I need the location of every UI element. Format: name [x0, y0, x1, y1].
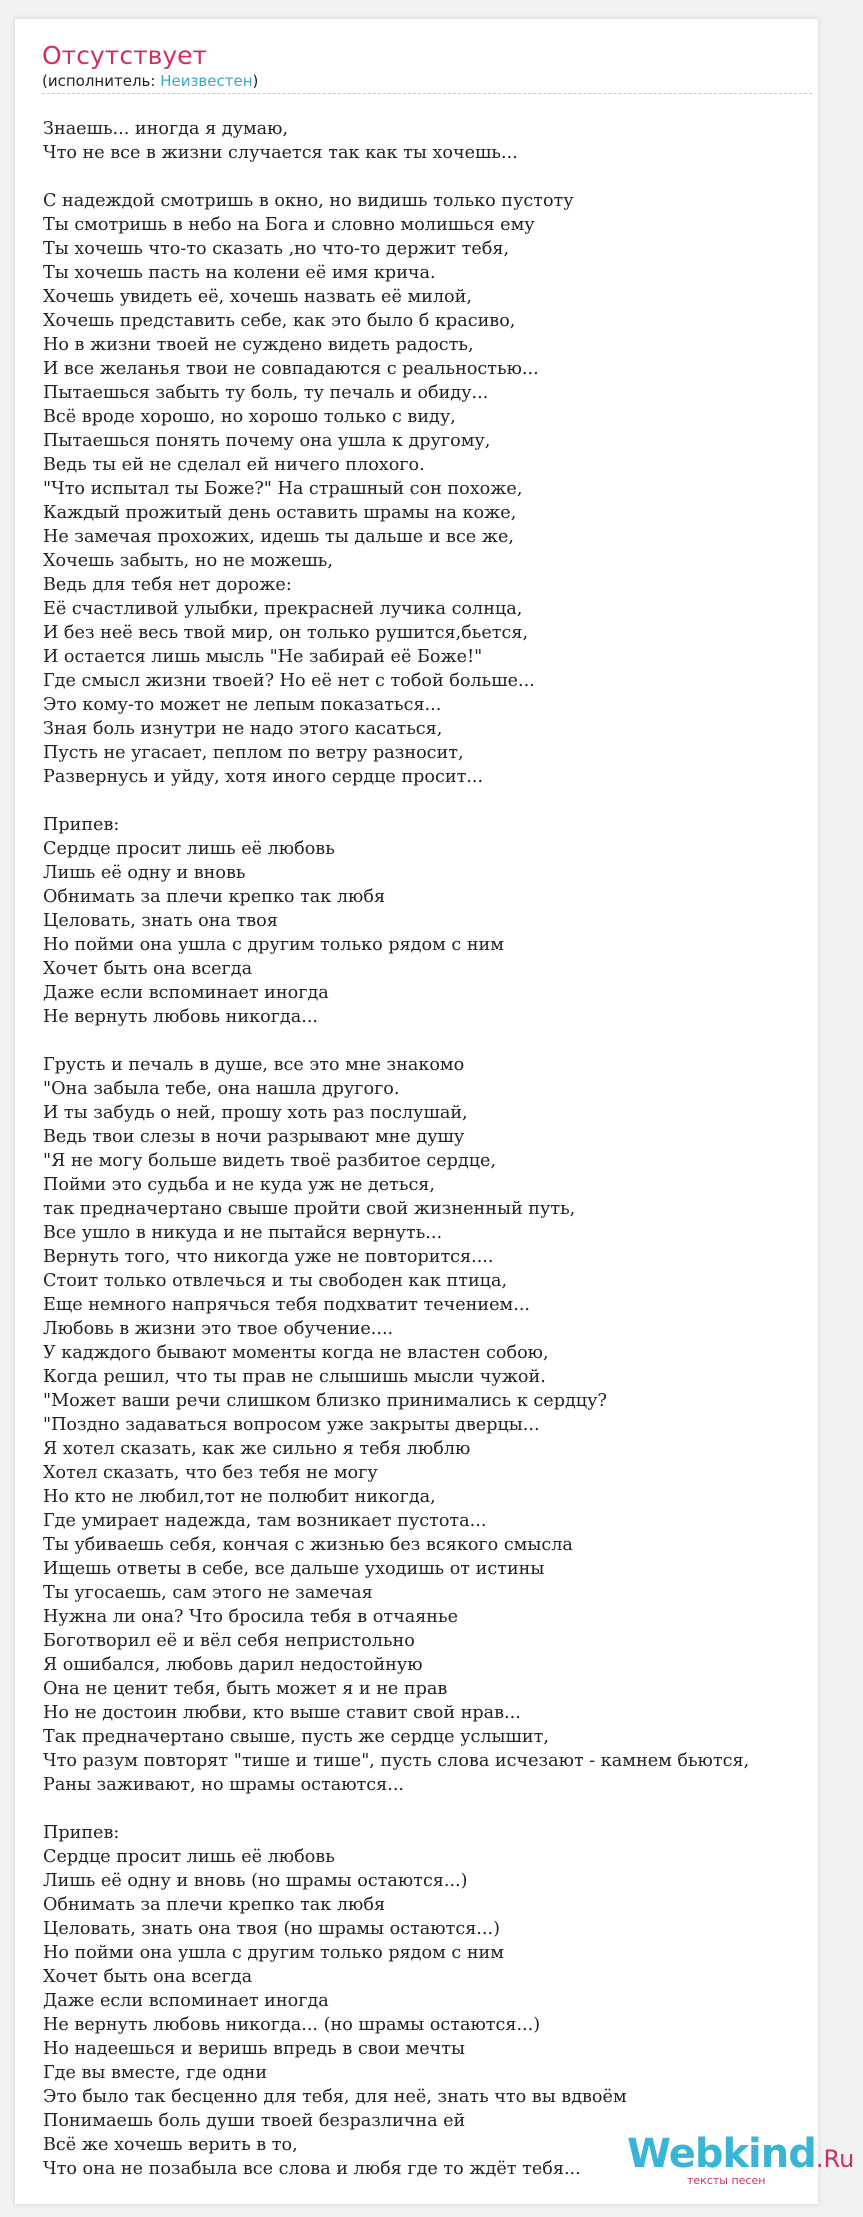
lyric-line: Еще немного напрячься тебя подхватит течением...	[43, 1295, 531, 1315]
lyric-line: Обнимать за плечи крепко так любя	[43, 887, 386, 907]
lyric-line: "Я не могу больше видеть твоё разбитое сердце,	[43, 1151, 497, 1171]
lyric-line: Каждый прожитый день оставить шрамы на коже,	[43, 503, 517, 523]
logo-tld: .Ru	[815, 2145, 855, 2173]
lyric-blank-line	[43, 1797, 863, 1821]
lyric-line: Хочет быть она всегда	[43, 1967, 253, 1987]
lyric-line: Пытаешься забыть ту боль, ту печаль и обиду...	[43, 383, 489, 403]
lyric-line: Сердце просит лишь её любовь	[43, 1847, 335, 1867]
lyric-line: Хочешь увидеть её, хочешь назвать её милой,	[43, 287, 472, 307]
lyric-line: Но не достоин любви, кто выше ставит свой нрав...	[43, 1703, 521, 1723]
lyric-line: Припев:	[43, 1823, 120, 1843]
lyric-line: Понимаешь боль души твоей безразлична ей	[43, 2111, 466, 2131]
lyrics-page	[14, 18, 819, 2205]
lyrics-text	[43, 117, 863, 2181]
lyric-blank-line	[43, 1029, 863, 1053]
lyric-line: Хотел сказать, что без тебя не могу	[43, 1463, 378, 1483]
lyric-blank-line	[43, 789, 863, 813]
lyric-line: Пойми это судьба и не куда уж не деться,	[43, 1175, 436, 1195]
lyric-line: Всё вроде хорошо, но хорошо только с виду,	[43, 407, 456, 427]
lyric-line: И ты забудь о ней, прошу хоть раз послушай,	[43, 1103, 468, 1123]
lyric-line: Даже если вспоминает иногда	[43, 983, 329, 1003]
lyric-line: Даже если вспоминает иногда	[43, 1991, 329, 2011]
logo-name: Webkind	[627, 2131, 816, 2177]
lyric-line: Любовь в жизни это твое обучение....	[43, 1319, 394, 1339]
lyric-line: Где умирает надежда, там возникает пустота...	[43, 1511, 487, 1531]
performer-suffix: )	[252, 72, 259, 90]
lyric-blank-line	[43, 165, 863, 189]
lyric-line: Ведь ты ей не сделал ей ничего плохого.	[43, 455, 425, 475]
lyric-line: Обнимать за плечи крепко так любя	[43, 1895, 386, 1915]
lyric-line: Так предначертано свыше, пусть же сердце услышит,	[43, 1727, 549, 1747]
lyric-line: Боготворил её и вёл себя непристольно	[43, 1631, 415, 1651]
lyric-line: Стоит только отвлечься и ты свободен как птица,	[43, 1271, 508, 1291]
lyric-line: И все желанья твои не совпадаются с реальностью...	[43, 359, 539, 379]
song-title: Отсутствует	[42, 41, 208, 70]
lyric-line: Но в жизни твоей не суждено видеть радость,	[43, 335, 474, 355]
lyric-line: "Поздно задаваться вопросом уже закрыты дверцы...	[43, 1415, 540, 1435]
lyric-line: Я ошибался, любовь дарил недостойную	[43, 1655, 423, 1675]
lyric-line: Хочет быть она всегда	[43, 959, 253, 979]
logo-tagline: тексты песен	[687, 2174, 766, 2187]
lyric-line: Ты хочешь пасть на колени её имя крича.	[43, 263, 436, 283]
lyric-line: Её счастливой улыбки, прекрасней лучика солнца,	[43, 599, 523, 619]
lyric-line: Ищешь ответы в себе, все дальше уходишь от истины	[43, 1559, 545, 1579]
lyric-line: Ты хочешь что-то сказать ,но что-то держит тебя,	[43, 239, 510, 259]
lyric-line: Где вы вместе, где одни	[43, 2063, 268, 2083]
lyric-line: "Может ваши речи слишком близко принимались к сердцу?	[43, 1391, 607, 1411]
lyric-line: Но пойми она ушла с другим только рядом с ним	[43, 935, 504, 955]
lyric-line: С надеждой смотришь в окно, но видишь только пустоту	[43, 191, 574, 211]
lyric-line: Целовать, знать она твоя	[43, 911, 278, 931]
lyric-line: Не вернуть любовь никогда...	[43, 1007, 319, 1027]
lyric-line: Но пойми она ушла с другим только рядом с ним	[43, 1943, 504, 1963]
lyric-line: Сердце просит лишь её любовь	[43, 839, 335, 859]
lyric-line: Это было так бесценно для тебя, для неё, знать что вы вдвоём	[43, 2087, 627, 2107]
lyric-line: Ты убиваешь себя, кончая с жизнью без всякого смысла	[43, 1535, 573, 1555]
lyric-line: У кадждого бывают моменты когда не властен собою,	[43, 1343, 549, 1363]
lyric-line: И без неё весь твой мир, он только рушится,бьется,	[43, 623, 529, 643]
lyric-line: Когда решил, что ты прав не слышишь мысли чужой.	[43, 1367, 546, 1387]
lyric-line: Что она не позабыла все слова и любя где то ждёт тебя...	[43, 2159, 581, 2179]
lyric-line: Но кто не любил,тот не полюбит никогда,	[43, 1487, 436, 1507]
site-logo[interactable]	[615, 2131, 855, 2191]
lyric-line: Что разум повторят "тише и тише", пусть слова исчезают - камнем бьются,	[43, 1751, 750, 1771]
lyric-line: Ты смотришь в небо на Бога и словно молишься ему	[43, 215, 535, 235]
performer-line	[42, 71, 812, 94]
lyric-line: Хочешь забыть, но не можешь,	[43, 551, 333, 571]
lyric-line: Вернуть того, что никогда уже не повторится....	[43, 1247, 494, 1267]
lyric-line: Грусть и печаль в душе, все это мне знакомо	[43, 1055, 465, 1075]
lyric-line: Что не все в жизни случается так как ты хочешь...	[43, 143, 518, 163]
lyric-line: Но надеешься и веришь впредь в свои мечты	[43, 2039, 465, 2059]
lyric-line: Лишь её одну и вновь	[43, 863, 246, 883]
lyric-line: Не вернуть любовь никогда... (но шрамы остаются...)	[43, 2015, 541, 2035]
performer-prefix: (исполнитель:	[42, 72, 161, 90]
lyric-line: "Что испытал ты Боже?" На страшный сон похоже,	[43, 479, 523, 499]
lyric-line: Ведь для тебя нет дороже:	[43, 575, 292, 595]
lyric-line: Нужна ли она? Что бросила тебя в отчаянье	[43, 1607, 459, 1627]
lyric-line: Пусть не угасает, пеплом по ветру разносит,	[43, 743, 464, 763]
lyric-line: Лишь её одну и вновь (но шрамы остаются...)	[43, 1871, 468, 1891]
lyric-line: Ведь твои слезы в ночи разрывают мне душу	[43, 1127, 465, 1147]
lyric-line: Пытаешься понять почему она ушла к другому,	[43, 431, 491, 451]
lyric-line: Ты угосаешь, сам этого не замечая	[43, 1583, 373, 1603]
lyric-line: Припев:	[43, 815, 120, 835]
lyric-line: И остается лишь мысль "Не забирай её Боже!"	[43, 647, 483, 667]
lyric-line: Все ушло в никуда и не пытайся вернуть...	[43, 1223, 443, 1243]
lyric-line: Целовать, знать она твоя (но шрамы остаются...)	[43, 1919, 500, 1939]
lyric-line: Она не ценит тебя, быть может я и не прав	[43, 1679, 448, 1699]
lyric-line: Где смысл жизни твоей? Но её нет с тобой больше...	[43, 671, 535, 691]
lyric-line: Я хотел сказать, как же сильно я тебя люблю	[43, 1439, 471, 1459]
lyric-line: Хочешь представить себе, как это было б красиво,	[43, 311, 516, 331]
lyric-line: Не замечая прохожих, идешь ты дальше и все же,	[43, 527, 514, 547]
lyric-line: Это кому-то может не лепым показаться...	[43, 695, 442, 715]
lyric-line: Раны заживают, но шрамы остаются...	[43, 1775, 405, 1795]
lyric-line: Знаешь... иногда я думаю,	[43, 119, 289, 139]
lyric-line: Развернусь и уйду, хотя иного сердце просит...	[43, 767, 484, 787]
lyric-line: "Она забыла тебе, она нашла другого.	[43, 1079, 400, 1099]
lyric-line: так предначертано свыше пройти свой жизненный путь,	[43, 1199, 576, 1219]
artist-link[interactable]: Неизвестен	[160, 72, 253, 90]
lyric-line: Всё же хочешь верить в то,	[43, 2135, 298, 2155]
lyric-line: Зная боль изнутри не надо этого касаться,	[43, 719, 443, 739]
